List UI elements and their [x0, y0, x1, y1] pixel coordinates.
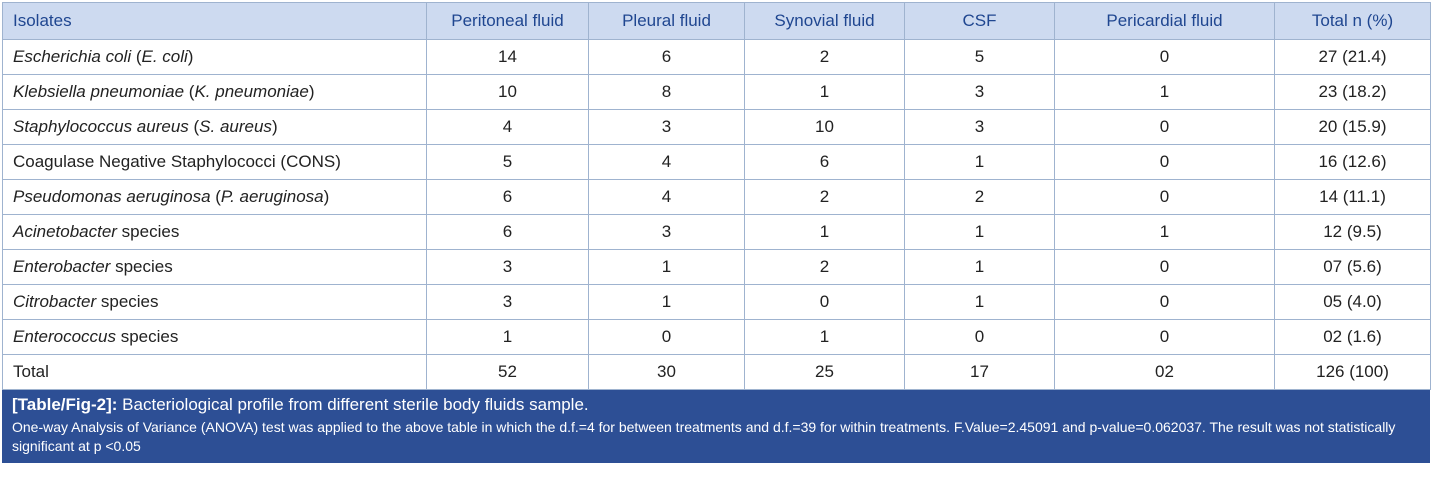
- value-cell: 30: [589, 355, 745, 390]
- value-cell: 3: [427, 285, 589, 320]
- header-pleural: Pleural fluid: [589, 3, 745, 40]
- value-cell: 0: [1055, 180, 1275, 215]
- value-cell: 1: [589, 285, 745, 320]
- value-cell: 12 (9.5): [1275, 215, 1431, 250]
- value-cell: 0: [905, 320, 1055, 355]
- header-pericardial: Pericardial fluid: [1055, 3, 1275, 40]
- isolate-name-italic: Acinetobacter: [13, 222, 117, 241]
- isolate-abbr-italic: E. coli: [141, 47, 188, 66]
- value-cell: 27 (21.4): [1275, 40, 1431, 75]
- value-cell: 4: [427, 110, 589, 145]
- value-cell: 05 (4.0): [1275, 285, 1431, 320]
- table-row: [3, 75, 1431, 110]
- isolate-name-cell: [3, 320, 427, 355]
- table-row: [3, 285, 1431, 320]
- isolate-name-cell: [3, 75, 427, 110]
- value-cell: 2: [745, 250, 905, 285]
- value-cell: 3: [589, 215, 745, 250]
- header-synovial: Synovial fluid: [745, 3, 905, 40]
- value-cell: 20 (15.9): [1275, 110, 1431, 145]
- isolate-abbr-italic: K. pneumoniae: [194, 82, 309, 101]
- value-cell: 2: [905, 180, 1055, 215]
- caption-label: [Table/Fig-2]:: [12, 395, 118, 414]
- value-cell: 3: [905, 110, 1055, 145]
- value-cell: 1: [427, 320, 589, 355]
- isolate-name-text: (: [131, 47, 142, 66]
- value-cell: 3: [589, 110, 745, 145]
- table-row: [3, 180, 1431, 215]
- isolate-name-italic: Enterococcus: [13, 327, 116, 346]
- header-peritoneal: Peritoneal fluid: [427, 3, 589, 40]
- value-cell: 1: [1055, 215, 1275, 250]
- isolate-name-text: Total: [13, 362, 49, 381]
- value-cell: 1: [745, 215, 905, 250]
- value-cell: 126 (100): [1275, 355, 1431, 390]
- value-cell: 17: [905, 355, 1055, 390]
- isolate-name-cell: [3, 110, 427, 145]
- isolate-name-cell: [3, 40, 427, 75]
- isolate-name-tail: ): [271, 117, 278, 136]
- isolate-name-text: species: [116, 327, 179, 346]
- value-cell: 1: [745, 75, 905, 110]
- value-cell: 3: [905, 75, 1055, 110]
- value-cell: 1: [745, 320, 905, 355]
- isolate-name-cell: [3, 215, 427, 250]
- caption-title-line: [12, 394, 1420, 416]
- value-cell: 07 (5.6): [1275, 250, 1431, 285]
- table-row: [3, 110, 1431, 145]
- header-csf: CSF: [905, 3, 1055, 40]
- isolate-name-text: species: [116, 222, 180, 241]
- isolate-name-text: (: [184, 82, 195, 101]
- value-cell: 0: [1055, 285, 1275, 320]
- value-cell: 10: [745, 110, 905, 145]
- isolate-name-italic: Klebsiella pneumoniae: [13, 82, 185, 101]
- isolate-name-text: (: [188, 117, 200, 136]
- table-row: [3, 355, 1431, 390]
- table-caption: [2, 390, 1430, 463]
- value-cell: 0: [1055, 320, 1275, 355]
- value-cell: 5: [427, 145, 589, 180]
- value-cell: 02: [1055, 355, 1275, 390]
- isolate-name-tail: ): [323, 187, 330, 206]
- isolate-name-italic: Pseudomonas aeruginosa: [13, 187, 211, 206]
- isolate-name-tail: ): [308, 82, 315, 101]
- header-total: Total n (%): [1275, 3, 1431, 40]
- value-cell: 3: [427, 250, 589, 285]
- value-cell: 1: [905, 250, 1055, 285]
- isolate-name-text: species: [110, 257, 173, 276]
- isolate-name-cell: [3, 285, 427, 320]
- value-cell: 16 (12.6): [1275, 145, 1431, 180]
- value-cell: 5: [905, 40, 1055, 75]
- value-cell: 0: [745, 285, 905, 320]
- value-cell: 2: [745, 40, 905, 75]
- value-cell: 1: [905, 145, 1055, 180]
- value-cell: 1: [905, 215, 1055, 250]
- value-cell: 1: [1055, 75, 1275, 110]
- value-cell: 0: [1055, 40, 1275, 75]
- isolate-abbr-italic: S. aureus: [199, 117, 272, 136]
- table-row: [3, 215, 1431, 250]
- value-cell: 0: [1055, 250, 1275, 285]
- isolate-name-cell: [3, 180, 427, 215]
- value-cell: 0: [589, 320, 745, 355]
- header-row: [3, 3, 1431, 40]
- isolate-name-cell: [3, 250, 427, 285]
- isolate-abbr-italic: P. aeruginosa: [220, 187, 324, 206]
- value-cell: 52: [427, 355, 589, 390]
- value-cell: 6: [427, 215, 589, 250]
- table-row: [3, 40, 1431, 75]
- value-cell: 0: [1055, 110, 1275, 145]
- isolate-name-italic: Enterobacter: [13, 257, 111, 276]
- value-cell: 02 (1.6): [1275, 320, 1431, 355]
- isolate-name-text: (: [210, 187, 221, 206]
- value-cell: 0: [1055, 145, 1275, 180]
- isolate-name-cell: [3, 355, 427, 390]
- table-row: [3, 320, 1431, 355]
- value-cell: 1: [905, 285, 1055, 320]
- value-cell: 6: [589, 40, 745, 75]
- isolate-name-tail: ): [187, 47, 194, 66]
- value-cell: 10: [427, 75, 589, 110]
- value-cell: 8: [589, 75, 745, 110]
- value-cell: 6: [745, 145, 905, 180]
- bacteriology-table: [2, 2, 1431, 390]
- value-cell: 4: [589, 145, 745, 180]
- isolate-name-italic: Escherichia coli: [13, 47, 132, 66]
- isolate-name-text: species: [96, 292, 159, 311]
- isolate-name-text: Coagulase Negative Staphylococci (CONS): [13, 152, 341, 171]
- value-cell: 4: [589, 180, 745, 215]
- table-row: [3, 250, 1431, 285]
- value-cell: 14 (11.1): [1275, 180, 1431, 215]
- value-cell: 23 (18.2): [1275, 75, 1431, 110]
- isolate-name-italic: Citrobacter: [13, 292, 97, 311]
- value-cell: 25: [745, 355, 905, 390]
- isolate-name-cell: [3, 145, 427, 180]
- value-cell: 2: [745, 180, 905, 215]
- value-cell: 6: [427, 180, 589, 215]
- header-isolates: Isolates: [3, 3, 427, 40]
- isolate-name-italic: Staphylococcus aureus: [13, 117, 189, 136]
- value-cell: 1: [589, 250, 745, 285]
- caption-title: Bacteriological profile from different sterile body fluids sample.: [117, 395, 589, 414]
- table-figure: [2, 2, 1430, 463]
- caption-note: One-way Analysis of Variance (ANOVA) test was applied to the above table in which the d.f.=4 for between treatments and d.f.=39 for within treatments. F.Value=2.45091 and p-value=0.062037. The result was not statistically significant at p <0.05: [12, 419, 1396, 454]
- value-cell: 14: [427, 40, 589, 75]
- table-row: [3, 145, 1431, 180]
